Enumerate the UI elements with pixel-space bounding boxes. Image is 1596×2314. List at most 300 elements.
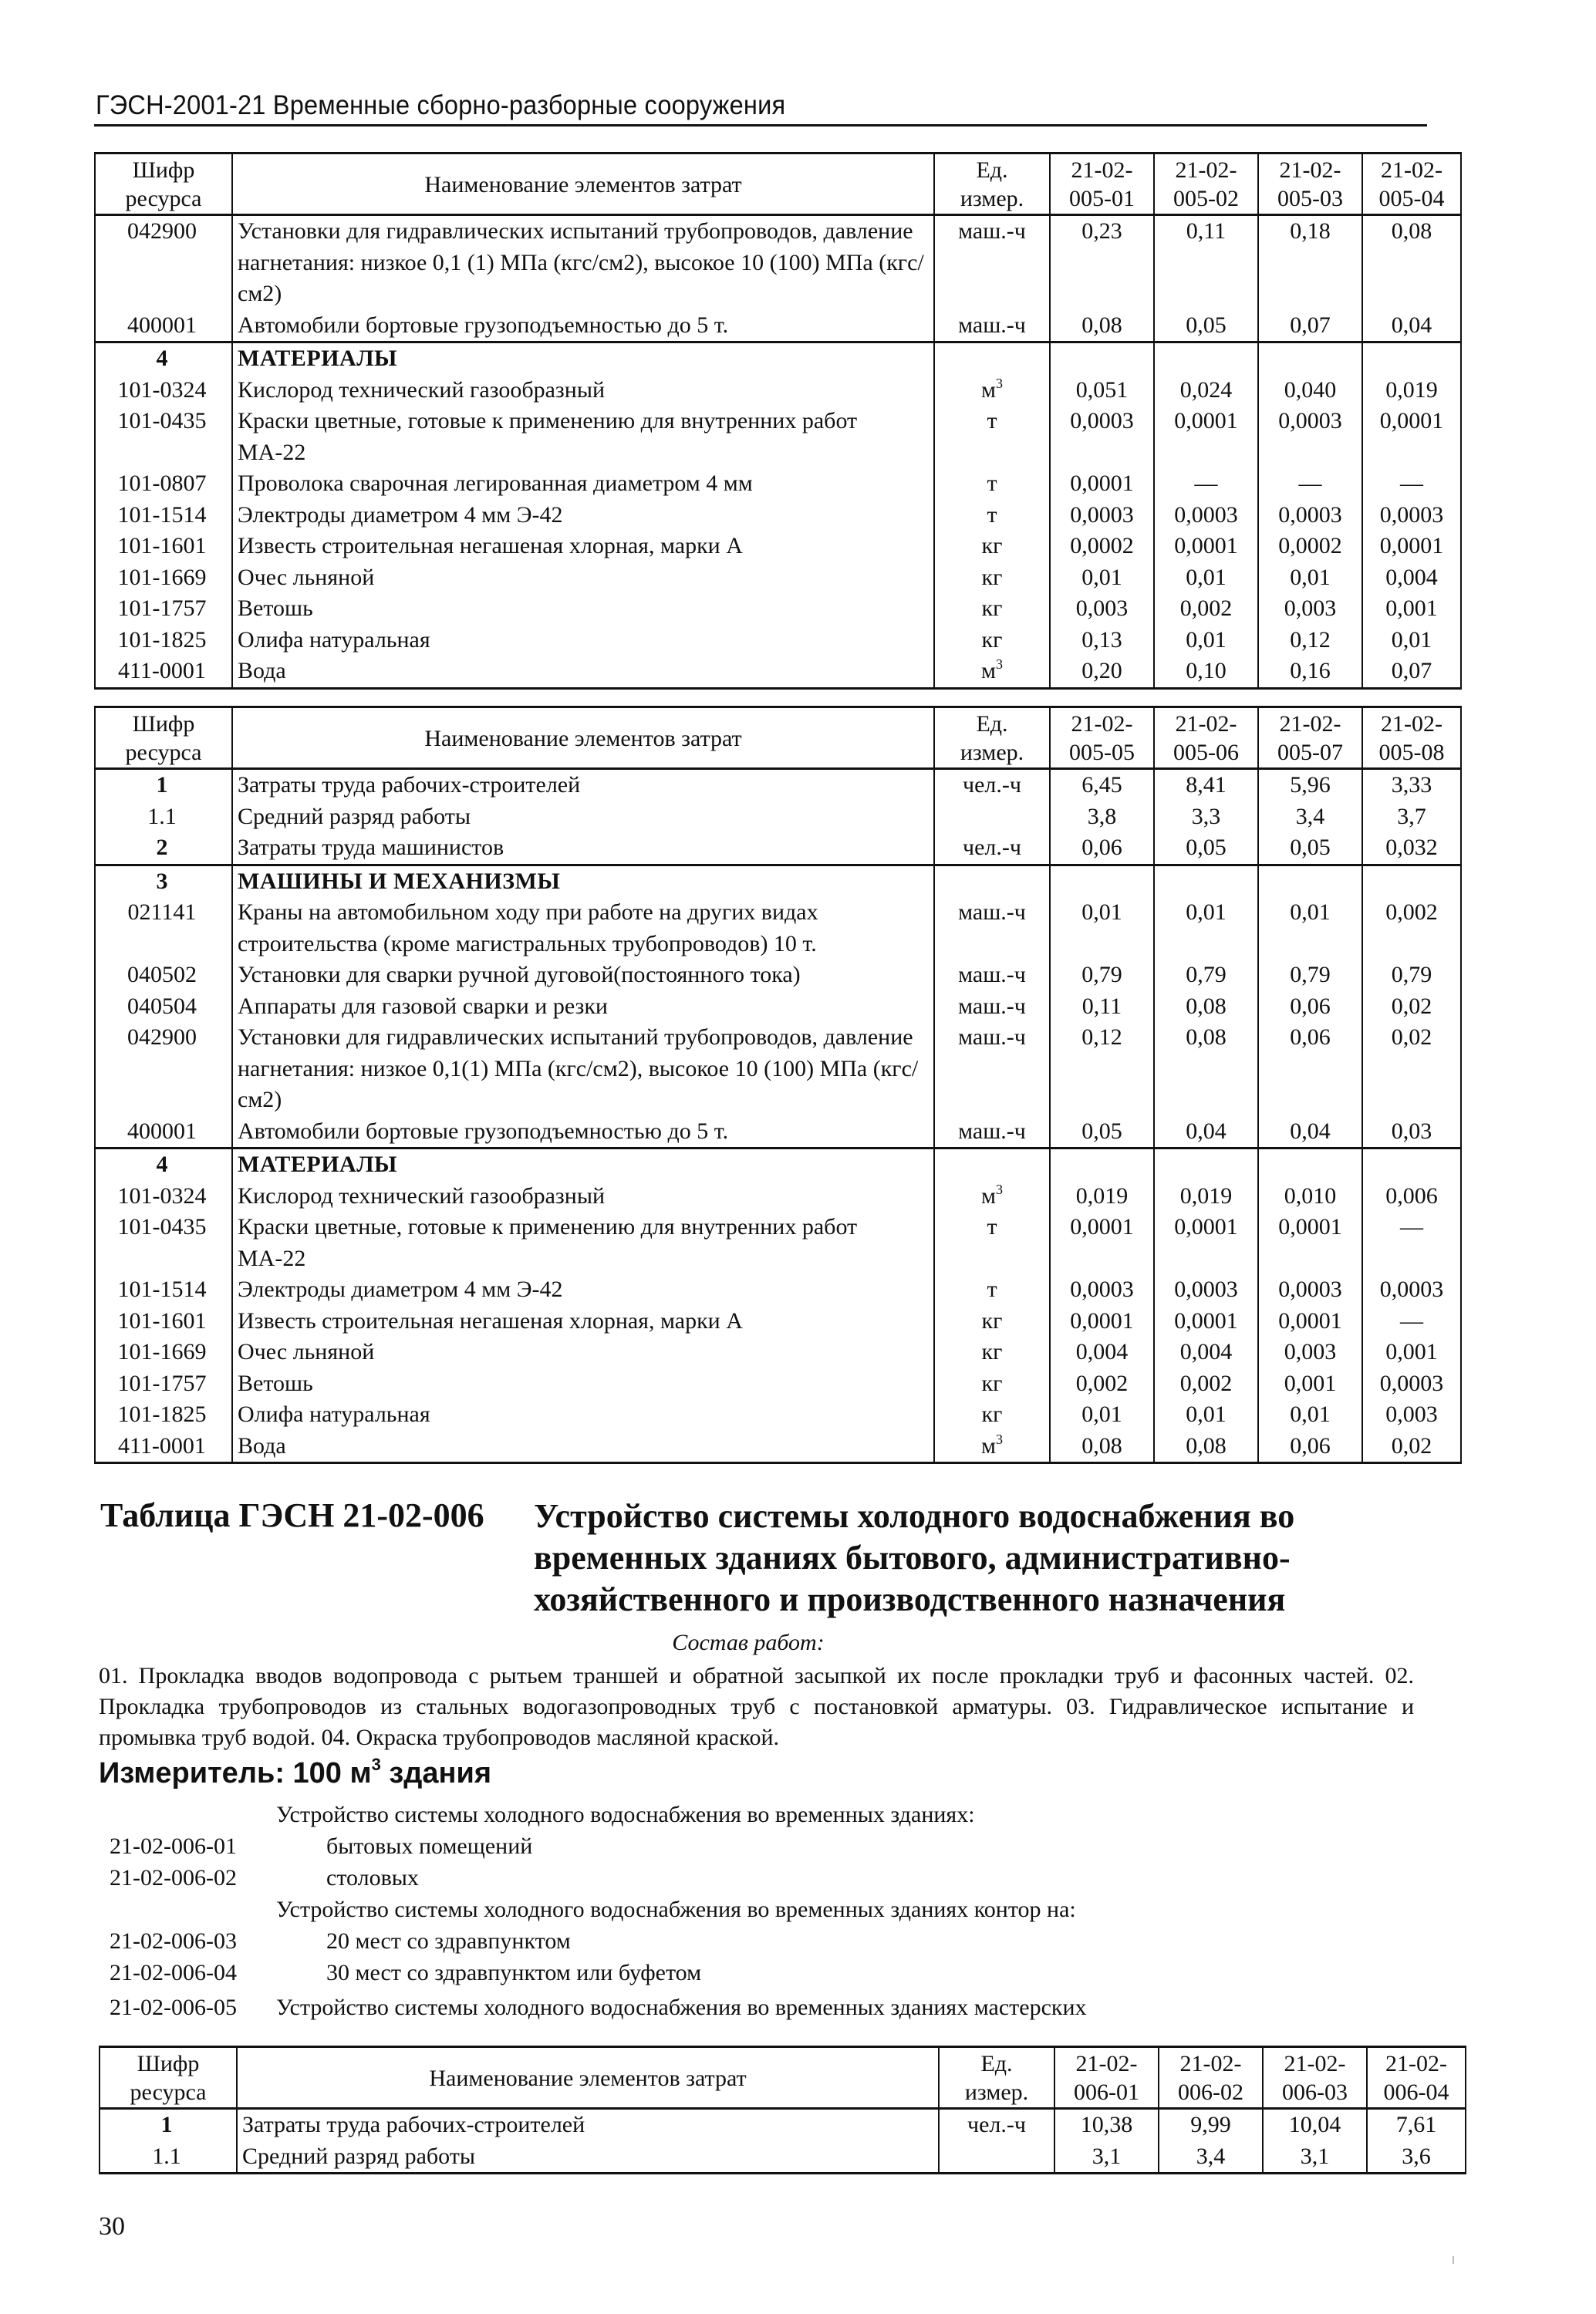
resource-code: 3	[95, 865, 232, 897]
resource-code: 1	[95, 769, 232, 801]
header-unit-line2: измер.	[964, 2080, 1029, 2105]
norm-value: 0,12	[1050, 1022, 1154, 1116]
unit-text: кг	[981, 533, 1003, 558]
norm-value: 10,38	[1054, 2109, 1159, 2141]
resource-code: 101-1825	[95, 1399, 232, 1431]
resource-name: Электроды диаметром 4 мм Э-42	[232, 1274, 934, 1306]
table-row	[95, 406, 1461, 468]
resource-code: 101-1757	[95, 1368, 232, 1400]
norm-value: 0,04	[1154, 1116, 1258, 1149]
unit-text: т	[987, 408, 997, 433]
norm-value: 0,79	[1362, 960, 1461, 991]
unit-text: маш.-ч	[958, 1118, 1026, 1144]
header-code	[95, 153, 232, 215]
unit-of-measure	[934, 865, 1050, 897]
header-norm-line2: 005-08	[1378, 740, 1445, 765]
resource-code: 1.1	[95, 801, 232, 833]
table-row	[95, 1022, 1461, 1116]
norm-value: 0,0001	[1154, 406, 1258, 468]
section-heading-row	[95, 865, 1461, 897]
norm-value: —	[1362, 1212, 1461, 1274]
unit-superscript: 3	[995, 1181, 1003, 1197]
norm-value	[1258, 342, 1362, 375]
norm-value: 0,002	[1154, 1368, 1258, 1400]
unit-of-measure	[934, 500, 1050, 531]
header-unit-line1: Ед.	[976, 711, 1008, 737]
norm-value	[1362, 1149, 1461, 1181]
norm-value: 0,20	[1050, 656, 1154, 688]
unit-text: кг	[981, 1307, 1003, 1334]
norm-value: 0,01	[1154, 562, 1258, 594]
norm-value: 0,004	[1362, 562, 1461, 594]
unit-text: м	[981, 1432, 996, 1459]
resource-code: 101-0324	[95, 375, 232, 406]
norm-value: 0,01	[1258, 897, 1362, 960]
unit-text: кг	[981, 1402, 1003, 1427]
norm-value: 0,0003	[1362, 1368, 1461, 1400]
resource-code: 101-1669	[95, 562, 232, 594]
unit-of-measure	[934, 1022, 1050, 1116]
norm-value: 0,23	[1050, 215, 1154, 310]
header-norm-line2: 005-06	[1173, 740, 1239, 765]
resource-table-005-05-08	[94, 706, 1462, 1464]
norm-value: 0,001	[1362, 1337, 1461, 1368]
norm-value: 0,003	[1258, 1337, 1362, 1368]
table-row	[95, 1212, 1461, 1274]
table-row	[95, 1368, 1461, 1400]
resource-name: Проволока сварочная легированная диаметром 4 мм	[232, 468, 934, 500]
resource-code: 400001	[95, 1116, 232, 1149]
resource-name: Установки для гидравлических испытаний трубопроводов, давление нагнетания: низкое 0,1(1) МПа (кгс/см2), высокое 10 (100) МПа (кгс/см2)	[232, 1022, 934, 1116]
norm-value: 3,3	[1154, 801, 1258, 833]
norm-value: 0,04	[1362, 310, 1461, 342]
header-norm-code	[1054, 2047, 1159, 2109]
resource-name: Кислород технический газообразный	[232, 1181, 934, 1213]
resource-name: Олифа натуральная	[232, 625, 934, 656]
resource-code: 101-0324	[95, 1181, 232, 1213]
norm-value: 0,16	[1258, 656, 1362, 688]
resource-name: Аппараты для газовой сварки и резки	[232, 991, 934, 1023]
unit-of-measure	[934, 468, 1050, 500]
unit-of-measure	[934, 1149, 1050, 1181]
norm-value: 0,0003	[1154, 1274, 1258, 1306]
norm-value: 0,06	[1050, 832, 1154, 865]
norm-value: 0,0003	[1362, 1274, 1461, 1306]
unit-text: м	[981, 658, 996, 683]
table-row	[95, 375, 1461, 406]
table-row	[95, 832, 1461, 865]
unit-of-measure	[934, 1274, 1050, 1306]
norm-value: 0,07	[1258, 310, 1362, 342]
variant-item	[99, 1862, 1487, 1894]
unit-of-measure	[934, 531, 1050, 562]
resource-name: Автомобили бортовые грузоподъемностью до 5 т.	[232, 310, 934, 342]
table-row	[95, 960, 1461, 991]
scan-speck	[1453, 2256, 1454, 2264]
norm-value: 0,08	[1154, 1022, 1258, 1116]
header-norm-line2: 006-01	[1074, 2080, 1139, 2105]
norm-value: 0,0003	[1050, 1274, 1154, 1306]
unit-text: т	[987, 1277, 997, 1302]
norm-value: 0,06	[1258, 1431, 1362, 1463]
variant-item	[99, 1957, 1487, 1988]
resource-code: 411-0001	[95, 656, 232, 688]
norm-value: 0,003	[1258, 593, 1362, 625]
header-norm-code	[1159, 2047, 1263, 2109]
header-code	[95, 707, 232, 769]
table-header	[95, 707, 1461, 769]
norm-value	[1362, 342, 1461, 375]
variant-text: Устройство системы холодного водоснабжения во временных зданиях:	[276, 1802, 975, 1827]
norm-value: 0,0003	[1258, 406, 1362, 468]
norm-value: 0,0001	[1362, 406, 1461, 468]
page-header-title: ГЭСН-2001-21 Временные сборно-разборные сооружения	[96, 90, 786, 120]
norm-value: 3,6	[1367, 2141, 1466, 2174]
resource-table-005-01-04	[94, 152, 1462, 690]
norm-value: 10,04	[1263, 2109, 1367, 2141]
norm-value: 0,08	[1050, 1431, 1154, 1463]
resource-name: Установки для гидравлических испытаний трубопроводов, давление нагнетания: низкое 0,1 (1) МПа (кгс/см2), высокое 10 (100) МПа (кгс/см2)	[232, 215, 934, 310]
table-row	[95, 1274, 1461, 1306]
resource-name: Краски цветные, готовые к применению для внутренних работ МА-22	[232, 1212, 934, 1274]
table-row	[95, 1337, 1461, 1368]
measure-suffix: здания	[380, 1757, 492, 1789]
unit-of-measure	[934, 562, 1050, 594]
resource-name: Затраты труда машинистов	[232, 832, 934, 865]
norm-value: 0,003	[1050, 593, 1154, 625]
norm-value: 0,11	[1154, 215, 1258, 310]
norm-value: 5,96	[1258, 769, 1362, 801]
unit-of-measure	[934, 832, 1050, 865]
variant-text: Устройство системы холодного водоснабжения во временных зданиях мастерских	[276, 1995, 1087, 2020]
norm-value: 0,004	[1154, 1337, 1258, 1368]
unit-text: кг	[981, 626, 1003, 653]
norm-value: —	[1258, 468, 1362, 500]
norm-value: 3,4	[1258, 801, 1362, 833]
norm-value: 0,18	[1258, 215, 1362, 310]
header-code-line1: Шифр	[132, 157, 195, 183]
norm-value: 0,12	[1258, 625, 1362, 656]
header-norm-code	[1050, 153, 1154, 215]
unit-text: м	[981, 376, 996, 403]
resource-name: Затраты труда рабочих-строителей	[237, 2109, 939, 2141]
unit-text: т	[987, 501, 997, 528]
norm-value: 0,0002	[1050, 531, 1154, 562]
resource-code: 101-1514	[95, 1274, 232, 1306]
table-row	[95, 801, 1461, 833]
norm-value: 0,0003	[1050, 406, 1154, 468]
norm-value: 7,61	[1367, 2109, 1466, 2141]
unit-of-measure	[934, 1337, 1050, 1368]
unit-text: кг	[981, 1339, 1003, 1364]
norm-value: 3,4	[1159, 2141, 1263, 2174]
norm-value: 0,0001	[1258, 1212, 1362, 1274]
header-norm-line2: 005-04	[1378, 186, 1445, 211]
resource-code: 4	[95, 1149, 232, 1181]
header-norm-line1: 21-02-	[1175, 711, 1237, 737]
unit-text: т	[987, 1214, 997, 1240]
header-norm-line2: 006-04	[1383, 2080, 1449, 2105]
variant-item	[99, 1894, 1487, 1925]
variant-item	[99, 1830, 1487, 1862]
unit-text: маш.-ч	[958, 993, 1026, 1019]
resource-name: Известь строительная негашеная хлорная, марки А	[232, 1306, 934, 1337]
norm-value	[1050, 865, 1154, 897]
norm-value: 0,06	[1258, 991, 1362, 1023]
resource-name: Установки для сварки ручной дуговой(постоянного тока)	[232, 960, 934, 991]
norm-value: 0,08	[1362, 215, 1461, 310]
table-row	[95, 1431, 1461, 1463]
unit-text: кг	[981, 564, 1003, 590]
norm-value: 0,0003	[1258, 1274, 1362, 1306]
norm-value: 0,06	[1258, 1022, 1362, 1116]
norm-value: 0,0003	[1154, 500, 1258, 531]
table-header	[100, 2047, 1466, 2109]
resource-code: 2	[95, 832, 232, 865]
unit-superscript: 3	[995, 656, 1003, 672]
norm-value: 0,0003	[1050, 500, 1154, 531]
norm-value	[1050, 1149, 1154, 1181]
variant-code: 21-02-006-02	[110, 1865, 237, 1891]
resource-name: МАТЕРИАЛЫ	[232, 1149, 934, 1181]
unit-of-measure	[934, 1399, 1050, 1431]
table-row	[95, 1181, 1461, 1213]
resource-code: 042900	[95, 1022, 232, 1116]
resource-name: Средний разряд работы	[232, 801, 934, 833]
norm-value: 0,05	[1050, 1116, 1154, 1149]
resource-code: 101-1757	[95, 593, 232, 625]
norm-value: 0,002	[1050, 1368, 1154, 1400]
norm-value: 0,019	[1050, 1181, 1154, 1213]
norm-value: 0,07	[1362, 656, 1461, 688]
unit-of-measure	[934, 593, 1050, 625]
table-header	[95, 153, 1461, 215]
header-norm-line2: 005-03	[1277, 186, 1343, 211]
header-code-line2: ресурса	[130, 2080, 207, 2105]
unit-of-measure	[934, 769, 1050, 801]
variant-item	[99, 1992, 1487, 2023]
norm-value: 3,33	[1362, 769, 1461, 801]
unit-of-measure	[934, 1306, 1050, 1337]
resource-code: 101-1669	[95, 1337, 232, 1368]
unit-text: кг	[981, 1370, 1003, 1396]
variant-item	[99, 1925, 1487, 1957]
header-norm-code	[1050, 707, 1154, 769]
table-row	[95, 531, 1461, 562]
unit-text: маш.-ч	[958, 312, 1026, 338]
resource-name: Кислород технический газообразный	[232, 375, 934, 406]
header-norm-code	[1362, 707, 1461, 769]
header-name: Наименование элементов затрат	[232, 707, 934, 769]
norm-value	[1154, 342, 1258, 375]
table-row	[95, 656, 1461, 688]
unit-of-measure	[934, 960, 1050, 991]
header-row	[95, 707, 1461, 769]
header-row	[100, 2047, 1466, 2109]
table-row	[95, 897, 1461, 960]
unit-text: м	[981, 1182, 996, 1209]
resource-name: Средний разряд работы	[237, 2141, 939, 2174]
resource-code: 101-0435	[95, 1212, 232, 1274]
norm-value: 0,0001	[1154, 1212, 1258, 1274]
resource-name: Вода	[232, 1431, 934, 1463]
header-code-line2: ресурса	[125, 186, 202, 211]
norm-value: 0,79	[1258, 960, 1362, 991]
resource-name: Затраты труда рабочих-строителей	[232, 769, 934, 801]
norm-value: 9,99	[1159, 2109, 1263, 2141]
norm-value: 0,79	[1154, 960, 1258, 991]
unit-of-measure	[934, 991, 1050, 1023]
table-row	[95, 1399, 1461, 1431]
unit-superscript: 3	[995, 1431, 1003, 1447]
norm-value: 0,019	[1362, 375, 1461, 406]
norm-value: 0,01	[1050, 897, 1154, 960]
resource-code: 101-0435	[95, 406, 232, 468]
section-heading-row	[95, 1149, 1461, 1181]
resource-name: Очес льняной	[232, 562, 934, 594]
norm-value: 3,1	[1263, 2141, 1367, 2174]
norm-value	[1258, 865, 1362, 897]
norm-value: 0,001	[1258, 1368, 1362, 1400]
unit-text: маш.-ч	[958, 899, 1026, 925]
norm-value: 0,01	[1154, 1399, 1258, 1431]
table-row	[95, 468, 1461, 500]
resource-name: Автомобили бортовые грузоподъемностью до 5 т.	[232, 1116, 934, 1149]
norm-value: 0,0001	[1362, 531, 1461, 562]
resource-code: 021141	[95, 897, 232, 960]
header-norm-line1: 21-02-	[1279, 711, 1341, 737]
resource-name: Ветошь	[232, 593, 934, 625]
table-row	[95, 1306, 1461, 1337]
table-row	[95, 769, 1461, 801]
header-norm-line2: 005-05	[1069, 740, 1135, 765]
resource-table-006-01-04	[99, 2046, 1466, 2174]
norm-value	[1154, 865, 1258, 897]
measure-sup: 3	[371, 1755, 381, 1774]
norm-value: 0,79	[1050, 960, 1154, 991]
norm-value: —	[1154, 468, 1258, 500]
norm-value: 0,05	[1258, 832, 1362, 865]
norm-value: 0,08	[1050, 310, 1154, 342]
unit-of-measure	[934, 1212, 1050, 1274]
norm-value: 0,10	[1154, 656, 1258, 688]
unit-text: чел.-ч	[963, 772, 1021, 798]
variant-text: столовых	[326, 1865, 419, 1891]
header-norm-line1: 21-02-	[1381, 157, 1442, 183]
norm-value: 0,0001	[1050, 1306, 1154, 1337]
resource-code: 101-1514	[95, 500, 232, 531]
norm-value: 0,05	[1154, 832, 1258, 865]
unit-of-measure	[934, 406, 1050, 468]
resource-code: 042900	[95, 215, 232, 310]
table-title: Устройство системы холодного водоснабжения во временных зданиях бытового, административно-хозяйственного и производственного назначения	[534, 1497, 1295, 1618]
header-norm-line1: 21-02-	[1381, 711, 1442, 737]
norm-value: 0,0001	[1050, 1212, 1154, 1274]
norm-value: 0,0001	[1154, 531, 1258, 562]
unit-of-measure	[939, 2141, 1054, 2174]
page-number: 30	[99, 2212, 125, 2241]
norm-value: 0,019	[1154, 1181, 1258, 1213]
unit-of-measure	[934, 801, 1050, 833]
norm-value: 0,01	[1258, 1399, 1362, 1431]
norm-value: 0,024	[1154, 375, 1258, 406]
norm-value: 6,45	[1050, 769, 1154, 801]
unit-of-measure	[934, 1431, 1050, 1463]
header-norm-code	[1263, 2047, 1367, 2109]
norm-value: 0,032	[1362, 832, 1461, 865]
variant-text: 20 мест со здравпунктом	[326, 1928, 571, 1954]
header-norm-line2: 006-02	[1178, 2080, 1243, 2105]
norm-value: 0,04	[1258, 1116, 1362, 1149]
header-unit	[934, 153, 1050, 215]
norm-value: 0,040	[1258, 375, 1362, 406]
unit-of-measure	[934, 656, 1050, 688]
norm-value: 0,13	[1050, 625, 1154, 656]
norm-value: 0,03	[1362, 1116, 1461, 1149]
variant-text: 30 мест со здравпунктом или буфетом	[326, 1960, 702, 1985]
resource-code: 101-1601	[95, 1306, 232, 1337]
unit-of-measure	[939, 2109, 1054, 2141]
table-row	[95, 1116, 1461, 1149]
norm-value: 0,01	[1050, 562, 1154, 594]
norm-value: 0,002	[1154, 593, 1258, 625]
header-norm-line1: 21-02-	[1179, 2051, 1242, 2076]
variant-code: 21-02-006-01	[110, 1833, 237, 1859]
unit-of-measure	[934, 375, 1050, 406]
norm-value: 0,01	[1154, 897, 1258, 960]
norm-value: 0,0003	[1258, 500, 1362, 531]
page-header-rule	[94, 124, 1427, 126]
norm-value: 8,41	[1154, 769, 1258, 801]
header-norm-line1: 21-02-	[1075, 2051, 1138, 2076]
resource-code: 1	[100, 2109, 237, 2141]
norm-value: 0,02	[1362, 1431, 1461, 1463]
norm-value	[1050, 342, 1154, 375]
resource-name: МАШИНЫ И МЕХАНИЗМЫ	[232, 865, 934, 897]
norm-value: 0,010	[1258, 1181, 1362, 1213]
section-heading-row	[95, 342, 1461, 375]
norm-value: 0,08	[1154, 991, 1258, 1023]
norm-value: 3,8	[1050, 801, 1154, 833]
resource-code: 101-1825	[95, 625, 232, 656]
norm-value: 0,08	[1154, 1431, 1258, 1463]
variant-code: 21-02-006-03	[110, 1928, 237, 1954]
header-unit-line2: измер.	[960, 186, 1024, 211]
norm-value: 0,051	[1050, 375, 1154, 406]
resource-code: 040502	[95, 960, 232, 991]
header-norm-code	[1154, 153, 1258, 215]
header-norm-code	[1362, 153, 1461, 215]
norm-value: 0,004	[1050, 1337, 1154, 1368]
header-norm-code	[1258, 707, 1362, 769]
table-body	[95, 769, 1461, 1463]
table-row	[95, 593, 1461, 625]
header-norm-line1: 21-02-	[1284, 2051, 1346, 2076]
unit-of-measure	[934, 1116, 1050, 1149]
norm-value: 0,003	[1362, 1399, 1461, 1431]
norm-value: —	[1362, 468, 1461, 500]
resource-name: Очес льняной	[232, 1337, 934, 1368]
norm-value	[1362, 865, 1461, 897]
header-unit-line2: измер.	[960, 740, 1024, 765]
header-norm-line1: 21-02-	[1175, 157, 1237, 183]
resource-code: 1.1	[100, 2141, 237, 2174]
unit-text: т	[987, 471, 997, 496]
unit-text: кг	[981, 595, 1003, 621]
norm-value: 0,01	[1362, 625, 1461, 656]
norm-value: 0,001	[1362, 593, 1461, 625]
resource-code: 400001	[95, 310, 232, 342]
